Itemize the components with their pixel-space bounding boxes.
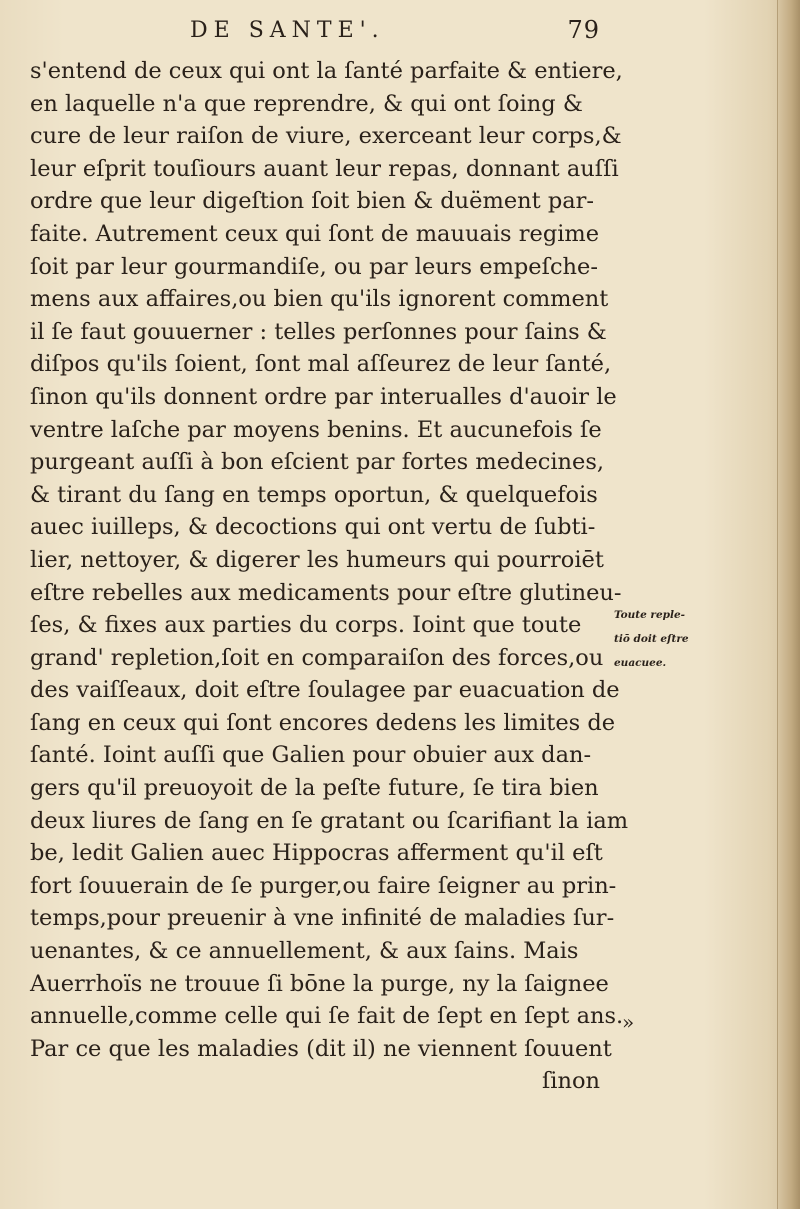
text-line: ſoit par leur gourmandiſe, ou par leurs empeſche-	[30, 253, 598, 280]
text-line: grand' repletion,ſoit en comparaiſon des forces,ou	[30, 644, 604, 671]
page-number: 79	[567, 16, 600, 44]
text-line: diſpos qu'ils ſoient, ſont mal aſſeurez de leur ſanté,	[30, 351, 612, 378]
text-line: lier, nettoyer, & digerer les humeurs qui pourroiēt	[30, 546, 604, 573]
text-line: Par ce que les maladies (dit il) ne viennent ſouuent	[30, 1035, 612, 1062]
text-line: mens aux affaires,ou bien qu'ils ignorent comment	[30, 286, 609, 313]
text-line: ordre que leur digeſtion ſoit bien & duëment par-	[30, 188, 594, 215]
page-edge	[777, 0, 800, 1209]
text-line: uenantes, & ce annuellement, & aux ſains. Mais	[30, 938, 579, 965]
marginal-note	[614, 603, 692, 675]
text-line: & tirant du ſang en temps oportun, & quelquefois	[30, 481, 598, 508]
text-line: ſinon qu'ils donnent ordre par interualles d'auoir le	[30, 383, 617, 410]
page-header	[190, 18, 610, 48]
body-text	[30, 55, 629, 1098]
marginal-note-line: Toute reple-	[614, 609, 686, 621]
text-line: auec iuilleps, & decoctions qui ont vertu de ſubti-	[30, 514, 596, 541]
text-line: ventre laſche par moyens benins. Et aucunefois ſe	[30, 416, 602, 443]
text-line: be, ledit Galien auec Hippocras afferment qu'il eſt	[30, 840, 603, 867]
text-line: cure de leur raiſon de viure, exerceant leur corps,&	[30, 123, 622, 150]
text-line: leur eſprit touſiours auant leur repas, donnant auſſi	[30, 155, 619, 182]
text-line: gers qu'il preuoyoit de la peſte future, ſe tira bien	[30, 775, 599, 802]
text-line: ſes, & fixes aux parties du corps. Ioint que toute	[30, 612, 582, 639]
text-line: Auerrhoïs ne trouue ſi bōne la purge, ny la ſaignee	[30, 970, 609, 997]
marginal-note-line: euacuee.	[614, 657, 667, 669]
text-line: s'entend de ceux qui ont la ſanté parfaite & entiere,	[30, 58, 623, 84]
text-line: il ſe faut gouuerner : telles perſonnes pour ſains &	[30, 318, 607, 345]
text-line: ſanté. Ioint auſſi que Galien pour obuier aux dan-	[30, 742, 592, 769]
text-line: deux liures de ſang en ſe gratant ou ſcarifiant la iam	[30, 807, 629, 834]
text-line: faite. Autrement ceux qui ſont de mauuais regime	[30, 220, 600, 247]
text-line: des vaiſſeaux, doit eſtre ſoulagee par euacuation de	[30, 677, 620, 704]
text-line: fort ſouuerain de ſe purger,ou faire ſeigner au prin-	[30, 872, 617, 899]
running-title: DE SANTE'.	[190, 18, 385, 43]
quotation-mark: »	[622, 1010, 635, 1034]
text-line: temps,pour preuenir à vne infinité de maladies ſur-	[30, 905, 615, 932]
marginal-note-line: tiō doit eſtre	[614, 633, 689, 645]
text-line: ſang en ceux qui ſont encores dedens les limites de	[30, 709, 616, 736]
text-line: eſtre rebelles aux medicaments pour eſtre glutineu-	[30, 579, 622, 606]
catchword: ſinon	[541, 1068, 600, 1095]
text-line: purgeant auſſi à bon eſcient par fortes medecines,	[30, 449, 605, 476]
text-line: en laquelle n'a que reprendre, & qui ont ſoing &	[30, 90, 583, 117]
text-line: annuelle,comme celle qui ſe fait de ſept en ſept ans.	[30, 1003, 624, 1030]
